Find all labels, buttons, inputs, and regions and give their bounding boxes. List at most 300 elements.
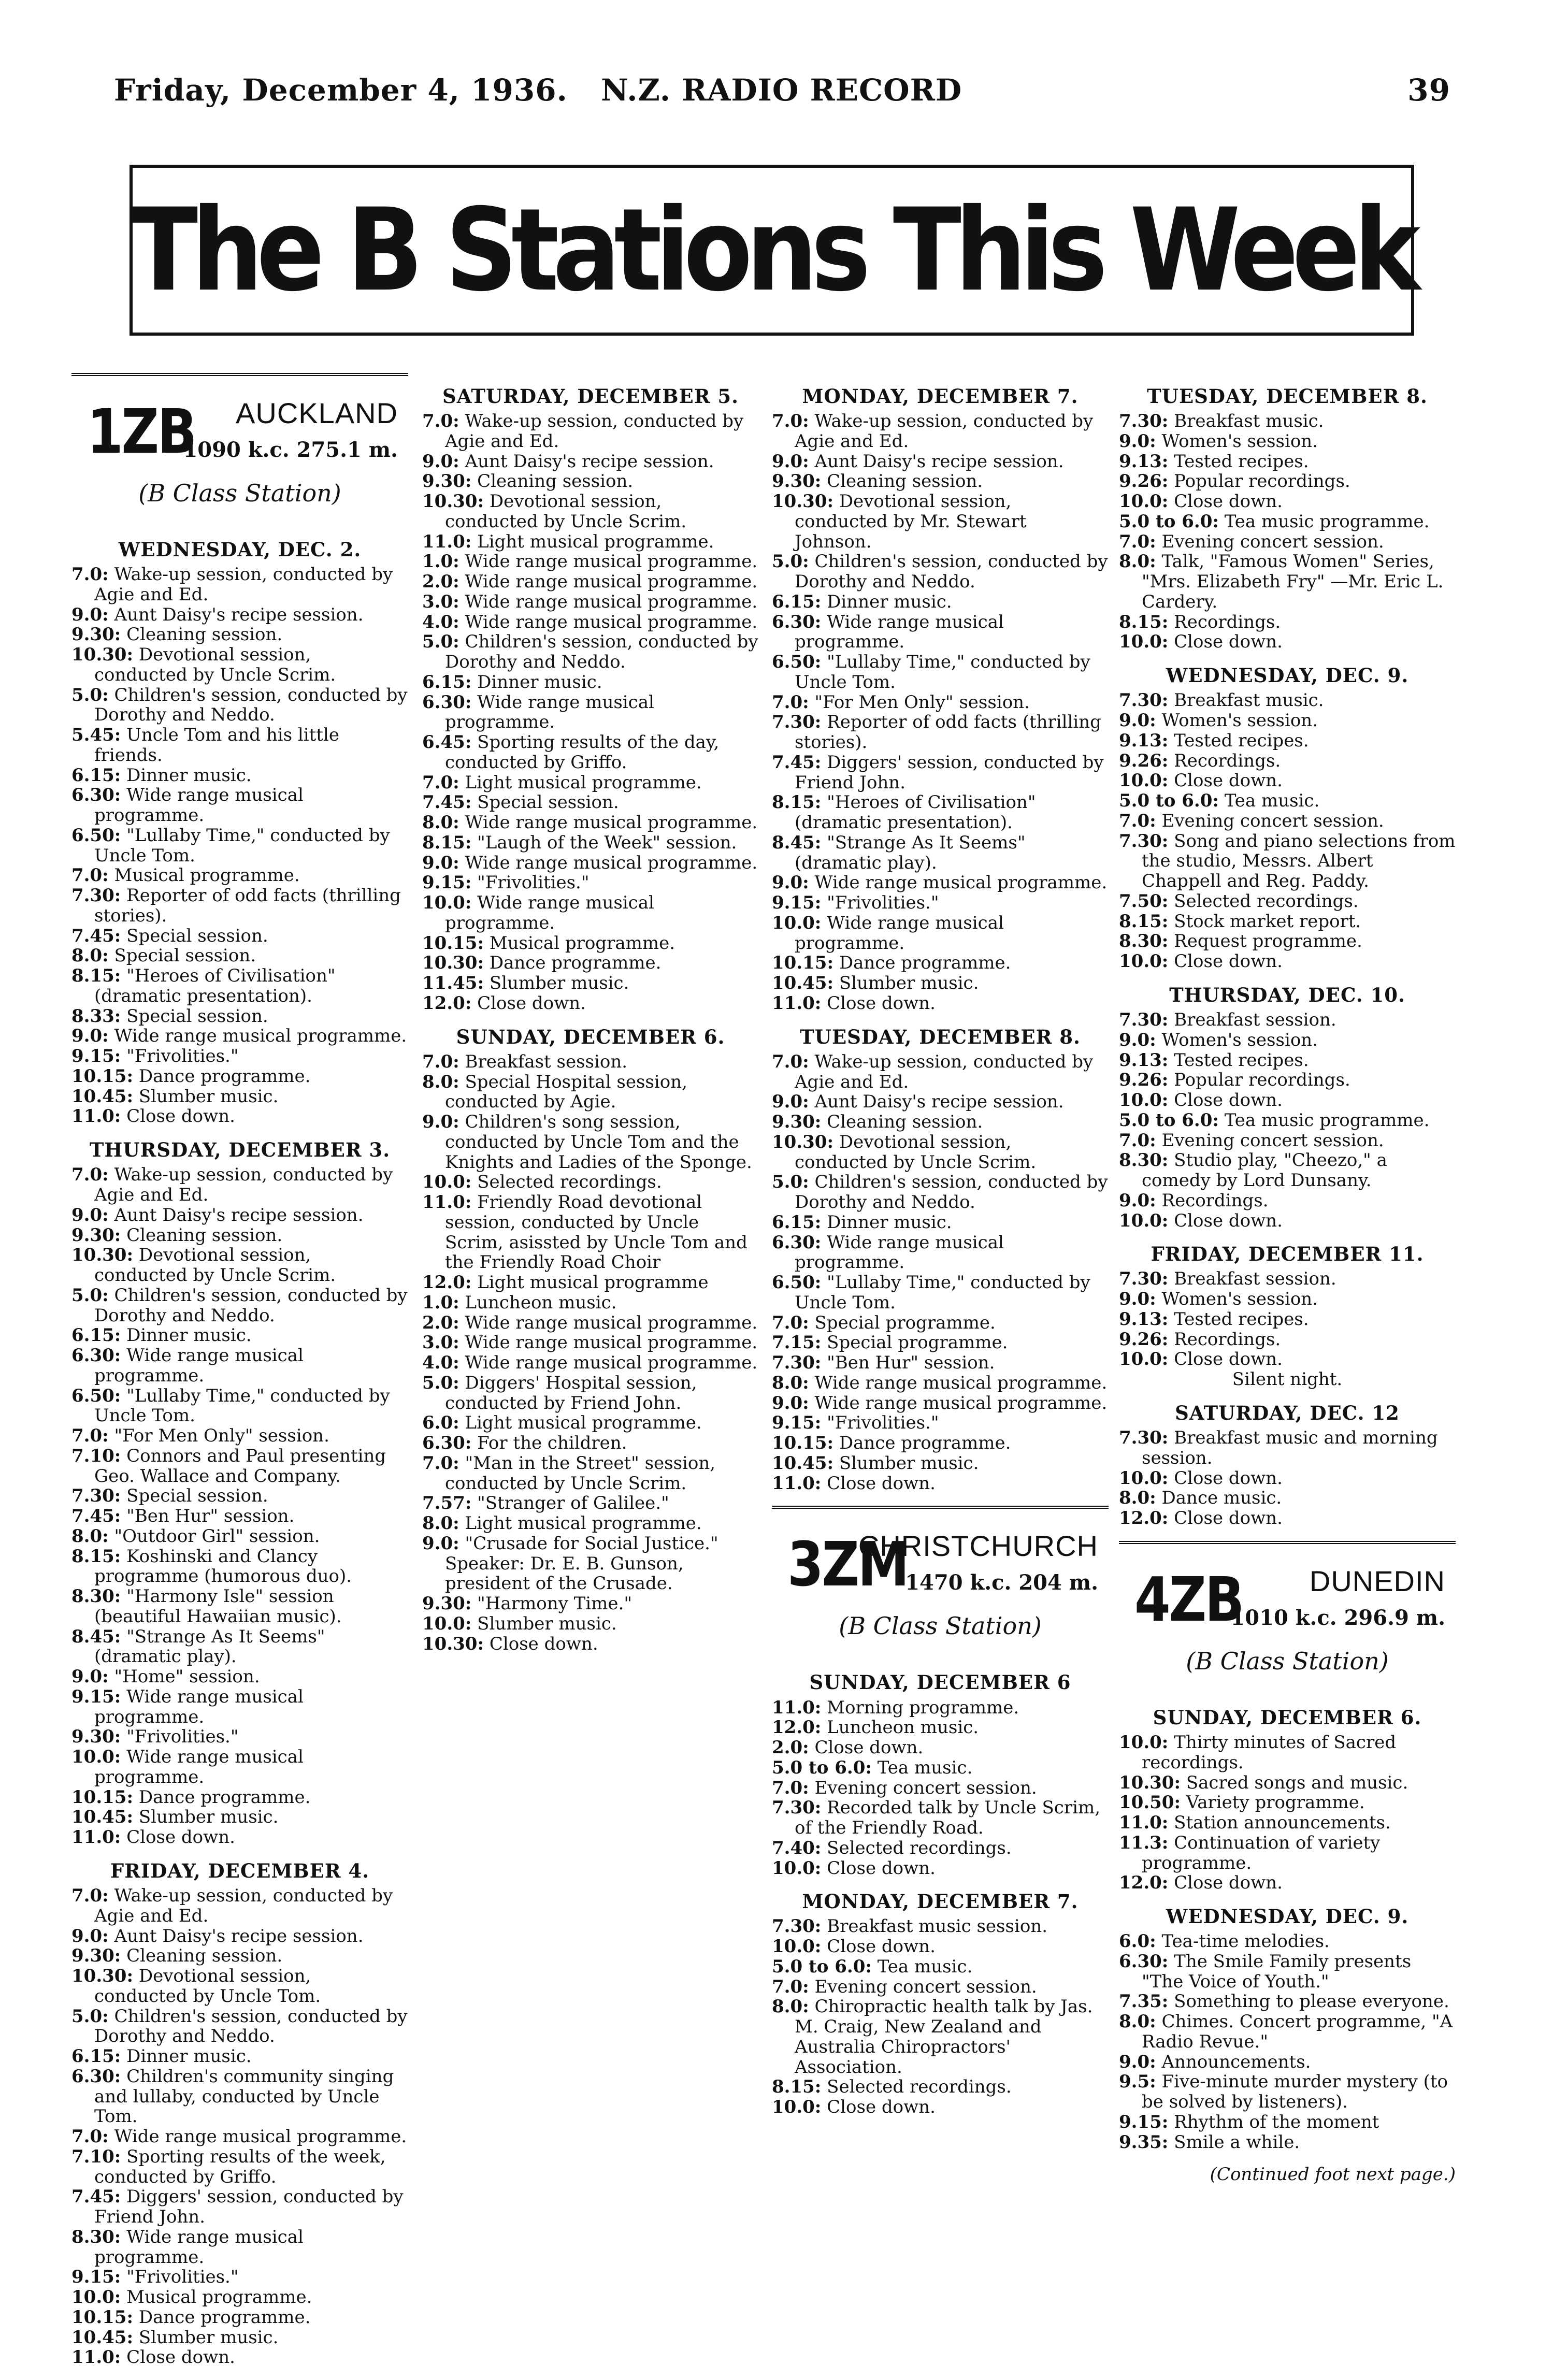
schedule-entry xyxy=(422,532,759,552)
day-heading: SUNDAY, DECEMBER 6. xyxy=(1153,1706,1422,1729)
schedule-entry xyxy=(1119,1330,1456,1350)
station-class: (B Class Station) xyxy=(1186,1647,1389,1675)
entry-description: Station announcements. xyxy=(1174,1812,1391,1834)
entry-description: Studio play, "Cheezo," a comedy by Lord Dunsany. xyxy=(1142,1150,1387,1191)
schedule-entry xyxy=(71,2347,408,2368)
schedule-entry xyxy=(422,1433,759,1453)
entry-description: Close down. xyxy=(126,1827,235,1848)
schedule-section xyxy=(772,1891,1109,2117)
schedule-entry xyxy=(71,1046,408,1066)
entry-description: Children's session, conducted by Dorothy and Neddo. xyxy=(795,551,1108,593)
entry-description: Devotional session, conducted by Uncle Scrim. xyxy=(94,644,336,685)
station-city: AUCKLAND xyxy=(236,397,398,429)
entry-description: Selected recordings. xyxy=(827,1837,1012,1858)
day-heading: TUESDAY, DECEMBER 8. xyxy=(1147,385,1428,408)
entry-time: 8.30: xyxy=(71,1586,121,1607)
entry-description: Devotional session, conducted by Uncle Tom. xyxy=(94,1966,321,2007)
entry-description: Wide range musical programme. xyxy=(94,1747,304,1787)
entry-description: Devotional session, conducted by Uncle Scrim. xyxy=(94,1245,336,1286)
schedule-entry xyxy=(422,1634,759,1654)
entry-description: Chimes. Concert programme, "A Radio Revue." xyxy=(1142,2011,1453,2052)
entry-description: Special session. xyxy=(126,1485,268,1507)
title-banner xyxy=(130,165,1414,336)
entry-time: 7.0: xyxy=(1119,531,1156,552)
entry-time: 6.15: xyxy=(772,591,822,612)
entry-time: 5.0: xyxy=(71,1285,109,1306)
column-1 xyxy=(71,373,408,2380)
schedule-entry xyxy=(422,1534,759,1594)
day-heading: TUESDAY, DECEMBER 8. xyxy=(800,1025,1081,1048)
entry-description: Wide range musical programme. xyxy=(114,2126,407,2147)
schedule-entry xyxy=(1119,771,1456,791)
schedule-entry xyxy=(71,1966,408,2007)
entry-description: Evening concert session. xyxy=(1161,810,1384,831)
entry-description: Breakfast music session. xyxy=(827,1916,1048,1937)
schedule-section xyxy=(71,1860,408,2368)
entry-time: 12.0: xyxy=(1119,1508,1169,1529)
entry-description: Cleaning session. xyxy=(126,1945,283,1967)
schedule-entry xyxy=(772,1698,1109,1718)
schedule-entry xyxy=(422,1373,759,1413)
schedule-section xyxy=(1119,1243,1456,1390)
entry-time: 7.50: xyxy=(1119,890,1169,912)
schedule-entry xyxy=(1119,1952,1456,1992)
entry-time: 6.15: xyxy=(422,671,472,693)
schedule-entry xyxy=(422,853,759,873)
entry-description: Tea music. xyxy=(1224,790,1320,812)
entry-time: 3.0: xyxy=(422,591,459,612)
entry-time: 10.15: xyxy=(71,1786,134,1808)
entry-description: "Lullaby Time," conducted by Uncle Tom. xyxy=(795,652,1090,693)
schedule-entry xyxy=(772,792,1109,833)
entry-description: Reporter of odd facts (thrilling stories). xyxy=(795,712,1101,753)
entry-description: Wide range musical programme. xyxy=(94,1686,304,1727)
schedule-entry xyxy=(1119,1428,1456,1468)
schedule-entry xyxy=(422,873,759,893)
entry-description: "Harmony Isle" session (beautiful Hawaiian music). xyxy=(94,1586,342,1627)
entry-time: 6.50: xyxy=(772,1272,822,1293)
schedule-entry xyxy=(71,1286,408,1326)
schedule-entry xyxy=(772,552,1109,592)
schedule-entry xyxy=(422,632,759,672)
schedule-entry xyxy=(71,1807,408,1827)
entry-time: 8.30: xyxy=(71,2226,121,2247)
entry-time: 9.26: xyxy=(1119,750,1169,771)
entry-time: 11.0: xyxy=(772,1473,822,1494)
entry-description: Close down. xyxy=(1174,1508,1283,1529)
entry-time: 10.30: xyxy=(71,1245,134,1266)
entry-description: Dance music. xyxy=(1161,1488,1282,1509)
schedule-entry xyxy=(422,1052,759,1072)
entry-description: "Harmony Time." xyxy=(477,1593,632,1614)
entry-description: Children's session, conducted by Dorothy and Neddo. xyxy=(94,1285,408,1326)
entry-description: "Home" session. xyxy=(114,1666,260,1687)
entry-description: Breakfast session. xyxy=(465,1051,628,1072)
schedule-entry xyxy=(71,766,408,786)
entry-time: 8.30: xyxy=(1119,1150,1169,1171)
entry-time: 11.0: xyxy=(422,1192,472,1213)
entry-time: 9.30: xyxy=(422,1593,472,1614)
entry-description: Wake-up session, conducted by Agie and Ed. xyxy=(94,1885,393,1926)
entry-time: 8.0: xyxy=(422,812,459,833)
schedule-entry xyxy=(422,1513,759,1534)
schedule-entry xyxy=(772,913,1109,954)
schedule-entry xyxy=(772,833,1109,873)
schedule-section xyxy=(71,1139,408,1848)
entry-description: "Heroes of Civilisation" (dramatic presentation). xyxy=(795,792,1036,833)
entry-description: Luncheon music. xyxy=(465,1292,617,1313)
entry-time: 7.30: xyxy=(71,885,121,906)
entry-time: 7.15: xyxy=(772,1332,822,1353)
schedule-entry xyxy=(772,1313,1109,1333)
schedule-entry xyxy=(772,693,1109,713)
schedule-entry xyxy=(71,966,408,1006)
schedule-entry xyxy=(71,2127,408,2147)
schedule-entry xyxy=(71,1946,408,1966)
entry-time: 10.15: xyxy=(71,1065,134,1087)
day-heading: THURSDAY, DECEMBER 3. xyxy=(89,1138,391,1162)
entry-description: Wake-up session, conducted by Agie and Ed. xyxy=(445,411,744,452)
entry-time: 10.0: xyxy=(71,2287,121,2308)
entry-time: 9.15: xyxy=(71,1046,121,1067)
entry-time: 2.0: xyxy=(422,571,459,593)
entry-time: 9.0: xyxy=(772,1392,809,1413)
entry-description: Women's session. xyxy=(1161,1289,1318,1310)
schedule-entry xyxy=(71,1526,408,1547)
entry-time: 9.0: xyxy=(71,1925,109,1946)
entry-description: Wide range musical programme. xyxy=(795,1232,1004,1273)
entry-time: 10.0: xyxy=(1119,1090,1169,1111)
entry-time: 10.50: xyxy=(1119,1792,1181,1813)
entry-description: Diggers' session, conducted by Friend John. xyxy=(94,2186,404,2228)
entry-description: Cleaning session. xyxy=(827,1112,983,1133)
entry-time: 10.30: xyxy=(71,644,134,666)
entry-description: "Ben Hur" session. xyxy=(126,1506,295,1527)
entry-time: 9.30: xyxy=(422,471,472,492)
station-class: (B Class Station) xyxy=(138,479,341,507)
station-frequency: 1470 k.c. 204 m. xyxy=(905,1570,1098,1595)
schedule-entry xyxy=(71,2007,408,2047)
schedule-entry xyxy=(772,471,1109,492)
entry-time: 7.30: xyxy=(772,1916,822,1937)
schedule-entry xyxy=(772,1233,1109,1273)
entry-time: 4.0: xyxy=(422,1352,459,1374)
entry-time: 2.0: xyxy=(422,1312,459,1333)
entry-description: Koshinski and Clancy programme (humorous duo). xyxy=(94,1546,352,1587)
schedule-entry xyxy=(772,1798,1109,1838)
entry-description: Wide range musical programme. xyxy=(94,1345,304,1386)
entry-time: 8.15: xyxy=(422,832,472,853)
entry-time: 7.30: xyxy=(772,1797,822,1819)
schedule-entry xyxy=(422,592,759,612)
schedule-entry xyxy=(772,1333,1109,1353)
schedule-entry xyxy=(772,652,1109,693)
schedule-entry xyxy=(71,1926,408,1946)
entry-description: Wide range musical programme. xyxy=(94,2226,304,2268)
schedule-entry xyxy=(422,1112,759,1172)
entry-time: 9.0: xyxy=(1119,1289,1156,1310)
entry-description: Wide range musical programme. xyxy=(445,892,654,933)
entry-time: 7.0: xyxy=(772,1777,809,1798)
entry-time: 8.15: xyxy=(1119,911,1169,932)
schedule-entry xyxy=(71,826,408,866)
schedule-entry xyxy=(71,886,408,926)
entry-description: "Crusade for Social Justice." Speaker: Dr. E. B. Gunson, president of the Crusade. xyxy=(445,1533,718,1594)
entry-description: Diggers' Hospital session, conducted by Friend John. xyxy=(445,1372,697,1413)
schedule-entry xyxy=(1119,1269,1456,1289)
entry-time: 9.0: xyxy=(772,1091,809,1113)
entry-description: "Frivolities." xyxy=(827,1412,939,1434)
entry-description: Tea music. xyxy=(877,1956,973,1977)
entry-time: 6.30: xyxy=(422,1433,472,1454)
entry-description: For the children. xyxy=(477,1433,627,1454)
entry-description: Wide range musical programme. xyxy=(465,551,758,572)
schedule-entry xyxy=(422,452,759,472)
schedule-entry xyxy=(1119,1833,1456,1873)
entry-time: 8.45: xyxy=(772,832,822,853)
entry-description: Wide range musical programme. xyxy=(94,785,304,826)
entry-time: 10.15: xyxy=(422,932,484,954)
schedule-entry xyxy=(772,893,1109,913)
schedule-entry xyxy=(71,2046,408,2067)
entry-description: Evening concert session. xyxy=(814,1976,1037,1997)
schedule-entry xyxy=(1119,731,1456,751)
entry-description: Reporter of odd facts (thrilling stories). xyxy=(94,885,401,926)
schedule-entry xyxy=(422,1333,759,1353)
entry-time: 6.30: xyxy=(772,1232,822,1253)
entry-description: Special session. xyxy=(114,945,256,967)
day-heading: WEDNESDAY, DEC. 9. xyxy=(1166,664,1409,687)
schedule-entry xyxy=(772,612,1109,653)
schedule-entry xyxy=(1119,791,1456,811)
schedule-entry xyxy=(1119,1131,1456,1151)
schedule-entry xyxy=(1119,1992,1456,2012)
entry-time: 9.13: xyxy=(1119,730,1169,751)
entry-time: 6.30: xyxy=(71,2066,121,2087)
entry-time: 10.0: xyxy=(1119,951,1169,972)
entry-description: Aunt Daisy's recipe session. xyxy=(114,1925,364,1946)
entry-description: Aunt Daisy's recipe session. xyxy=(465,451,714,472)
schedule-entry xyxy=(71,1245,408,1286)
entry-time: 6.30: xyxy=(71,1345,121,1366)
entry-time: 7.30: xyxy=(1119,1268,1169,1290)
entry-time: 7.30: xyxy=(1119,411,1169,432)
entry-description: Close down. xyxy=(1174,1349,1283,1370)
entry-description: Special programme. xyxy=(827,1332,1008,1353)
entry-description: Tested recipes. xyxy=(1174,451,1309,472)
entry-time: 8.15: xyxy=(71,965,121,987)
entry-description: Dinner music. xyxy=(126,1325,252,1346)
schedule-entry xyxy=(1119,811,1456,831)
entry-description: Children's session, conducted by Dorothy and Neddo. xyxy=(795,1172,1108,1213)
entry-time: 9.0: xyxy=(422,1533,459,1554)
entry-description: Wide range musical programme. xyxy=(114,1026,407,1047)
entry-description: Stock market report. xyxy=(1174,911,1361,932)
entry-time: 6.30: xyxy=(1119,1951,1169,1972)
schedule-entry xyxy=(422,953,759,973)
entry-time: 11.45: xyxy=(422,973,484,994)
entry-description: "Frivolities." xyxy=(477,872,590,893)
entry-description: Breakfast session. xyxy=(1174,1009,1336,1031)
entry-time: 9.35: xyxy=(1119,2131,1169,2153)
entry-time: 7.0: xyxy=(422,772,459,793)
schedule-entry xyxy=(1119,452,1456,472)
entry-description: "Frivolities." xyxy=(126,1726,239,1748)
day-heading: SATURDAY, DEC. 12 xyxy=(1175,1401,1400,1424)
entry-time: 6.0: xyxy=(422,1412,459,1434)
entry-description: Breakfast session. xyxy=(1174,1268,1336,1290)
entry-description: Wake-up session, conducted by Agie and Ed. xyxy=(795,411,1094,452)
schedule-entry xyxy=(772,1738,1109,1758)
entry-description: Close down. xyxy=(827,1936,936,1957)
entry-description: Women's session. xyxy=(1161,710,1318,731)
entry-time: 9.30: xyxy=(772,471,822,492)
entry-description: Recordings. xyxy=(1174,611,1281,632)
entry-description: Tested recipes. xyxy=(1174,730,1309,751)
entry-description: Recordings. xyxy=(1174,1329,1281,1350)
entry-time: 7.10: xyxy=(71,1445,121,1466)
schedule-entry xyxy=(772,1474,1109,1494)
schedule-entry xyxy=(1119,1070,1456,1090)
entry-time: 2.0: xyxy=(772,1737,809,1758)
entry-time: 7.30: xyxy=(1119,1427,1169,1449)
entry-description: Slumber music. xyxy=(138,1807,279,1828)
schedule-entry xyxy=(1119,2072,1456,2112)
entry-time: 9.0: xyxy=(71,1026,109,1047)
entry-description: Slumber music. xyxy=(477,1613,617,1634)
schedule-entry xyxy=(422,1293,759,1313)
schedule-entry xyxy=(772,1172,1109,1213)
schedule-entry xyxy=(71,866,408,886)
schedule-entry xyxy=(1119,891,1456,912)
section-note: Silent night. xyxy=(1232,1369,1343,1390)
schedule-entry xyxy=(1119,1813,1456,1833)
entry-time: 7.45: xyxy=(772,752,822,773)
entry-time: 9.0: xyxy=(1119,430,1156,452)
schedule-section xyxy=(772,385,1109,1014)
entry-time: 11.0: xyxy=(71,2347,121,2368)
entry-description: The Smile Family presents "The Voice of Youth." xyxy=(1142,1951,1412,1992)
entry-time: 10.30: xyxy=(772,491,834,512)
entry-time: 7.0: xyxy=(1119,810,1156,831)
station-callsign: 4ZB xyxy=(1134,1563,1243,1635)
entry-time: 8.0: xyxy=(1119,551,1156,572)
station-city: CHRISTCHURCH xyxy=(858,1530,1098,1563)
entry-description: Talk, "Famous Women" Series, "Mrs. Elizabeth Fry" —Mr. Eric L. Cardery. xyxy=(1142,551,1444,612)
day-heading: MONDAY, DECEMBER 7. xyxy=(802,385,1079,408)
entry-description: Tea-time melodies. xyxy=(1161,1931,1330,1952)
schedule-entry xyxy=(71,2287,408,2307)
entry-description: Musical programme. xyxy=(126,2287,312,2308)
schedule-entry xyxy=(1119,931,1456,951)
schedule-entry xyxy=(772,1453,1109,1474)
entry-time: 5.0: xyxy=(772,551,809,572)
entry-description: "Lullaby Time," conducted by Uncle Tom. xyxy=(795,1272,1090,1313)
schedule-entry xyxy=(422,572,759,592)
schedule-entry xyxy=(1119,912,1456,932)
entry-time: 6.50: xyxy=(71,1385,121,1406)
entry-time: 10.0: xyxy=(71,1747,121,1768)
entry-description: Wide range musical programme. xyxy=(465,591,758,612)
entry-time: 1.0: xyxy=(422,551,459,572)
entry-description: Close down. xyxy=(1174,951,1283,972)
entry-description: Wide range musical programme. xyxy=(814,872,1108,893)
entry-time: 10.0: xyxy=(772,2097,822,2118)
schedule-entry xyxy=(772,1758,1109,1778)
page-title: The B Stations This Week xyxy=(130,184,1414,316)
schedule-entry xyxy=(772,1957,1109,1977)
entry-description: Aunt Daisy's recipe session. xyxy=(114,1204,364,1225)
entry-time: 10.45: xyxy=(71,1807,134,1828)
schedule-entry xyxy=(71,2187,408,2227)
entry-time: 10.0: xyxy=(422,1172,472,1193)
entry-description: Wide range musical programme. xyxy=(465,1332,758,1353)
entry-time: 9.0: xyxy=(71,1204,109,1225)
schedule-entry xyxy=(422,1273,759,1293)
entry-time: 11.0: xyxy=(772,1697,822,1718)
schedule-entry xyxy=(1119,1289,1456,1309)
entry-description: Breakfast music. xyxy=(1174,690,1324,711)
entry-time: 6.15: xyxy=(772,1211,822,1233)
entry-time: 8.0: xyxy=(772,1372,809,1393)
entry-time: 10.30: xyxy=(772,1131,834,1152)
entry-time: 10.0: xyxy=(1119,770,1169,791)
entry-description: Wide range musical programme. xyxy=(465,812,758,833)
entry-time: 7.0: xyxy=(71,1425,109,1447)
entry-time: 9.30: xyxy=(71,624,121,645)
entry-description: Dance programme. xyxy=(138,2306,311,2328)
entry-description: "Ben Hur" session. xyxy=(827,1352,995,1374)
entry-time: 8.0: xyxy=(422,1071,459,1092)
entry-description: "Lullaby Time," conducted by Uncle Tom. xyxy=(94,825,390,866)
schedule-entry xyxy=(422,833,759,853)
entry-description: Devotional session, conducted by Uncle Scrim. xyxy=(795,1131,1037,1173)
entry-description: Recorded talk by Uncle Scrim, of the Friendly Road. xyxy=(795,1797,1101,1839)
entry-time: 9.0: xyxy=(1119,710,1156,731)
entry-time: 7.0: xyxy=(422,411,459,432)
schedule-entry xyxy=(1119,1508,1456,1528)
schedule-entry xyxy=(422,1192,759,1273)
entry-description: Cleaning session. xyxy=(827,471,983,492)
schedule-entry xyxy=(772,753,1109,793)
entry-time: 10.0: xyxy=(1119,1349,1169,1370)
schedule-entry xyxy=(772,452,1109,472)
schedule-entry xyxy=(1119,1050,1456,1071)
entry-time: 10.15: xyxy=(772,953,834,974)
entry-description: Wide range musical programme. xyxy=(465,1312,758,1333)
schedule-entry xyxy=(71,2328,408,2348)
schedule-entry xyxy=(772,953,1109,973)
schedule-entry xyxy=(1119,1773,1456,1793)
entry-description: "Strange As It Seems" (dramatic play). xyxy=(94,1626,325,1667)
schedule-entry xyxy=(71,1787,408,1808)
schedule-entry xyxy=(422,732,759,773)
schedule-entry xyxy=(71,1687,408,1727)
station-3zm-header xyxy=(772,1506,1109,1659)
entry-description: Devotional session, conducted by Uncle Scrim. xyxy=(445,491,687,532)
entry-time: 7.30: xyxy=(1119,690,1169,711)
entry-time: 11.0: xyxy=(772,992,822,1014)
entry-description: Selected recordings. xyxy=(1174,890,1359,912)
entry-description: Children's session, conducted by Dorothy and Neddo. xyxy=(94,684,408,726)
entry-description: Slumber music. xyxy=(839,973,979,994)
entry-description: Close down. xyxy=(1174,770,1283,791)
schedule-entry xyxy=(422,411,759,452)
entry-description: Luncheon music. xyxy=(827,1717,979,1738)
entry-description: Slumber music. xyxy=(138,1086,279,1107)
schedule-section xyxy=(71,539,408,1127)
entry-time: 3.0: xyxy=(422,1332,459,1353)
